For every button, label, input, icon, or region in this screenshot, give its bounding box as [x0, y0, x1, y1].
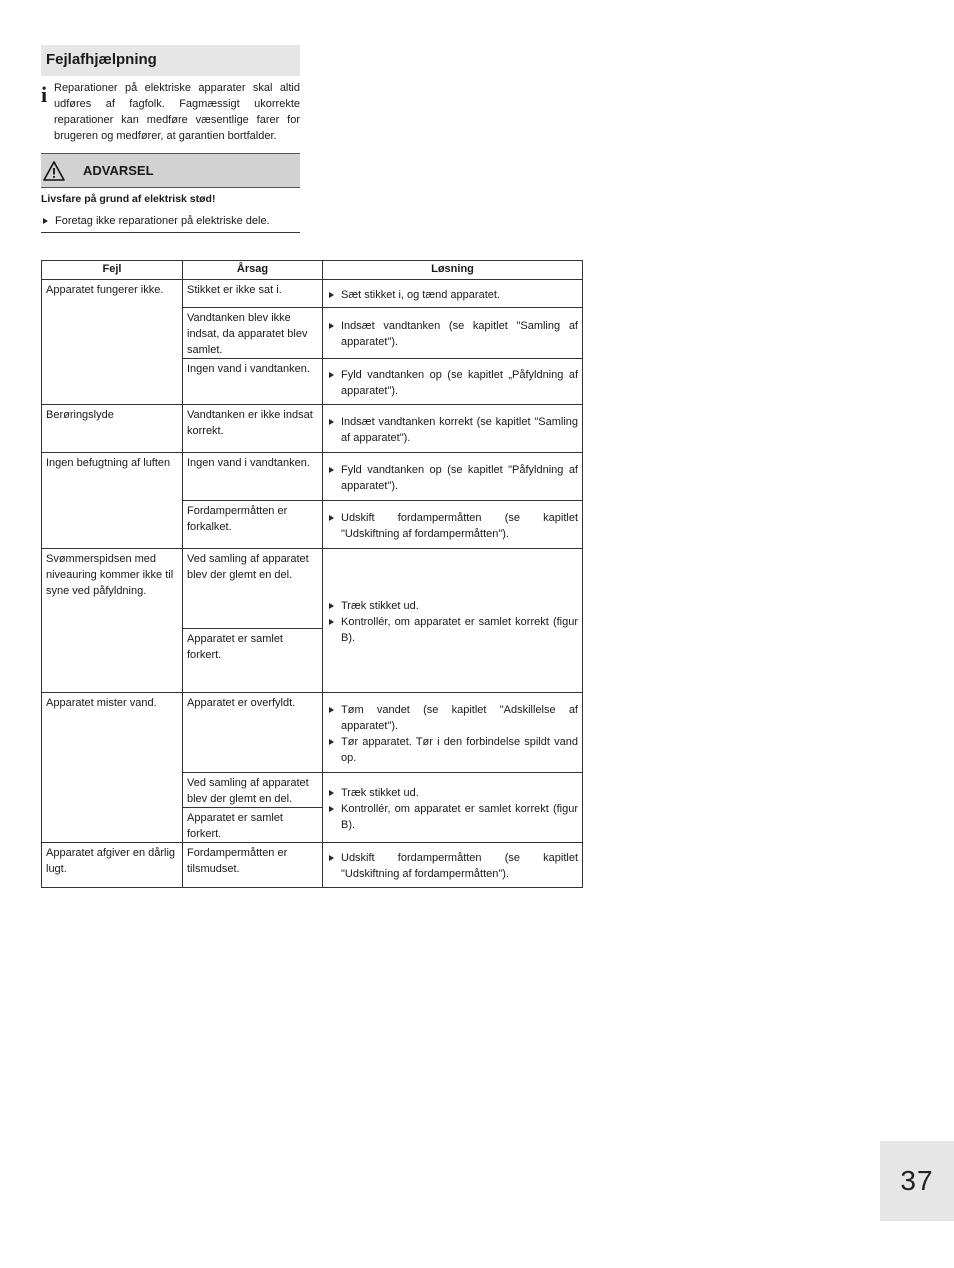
table-row: [42, 405, 583, 453]
cause-cell: Ingen vand i vandtanken.: [183, 359, 323, 405]
danger-statement: Livsfare på grund af elektrisk stød!: [41, 193, 216, 205]
fault-cell: Apparatet mister vand.: [42, 693, 183, 843]
cause-cell: Ved samling af apparatet blev der glemt en del.: [183, 549, 323, 629]
solution-cell: [323, 501, 583, 549]
solution-cell: [323, 549, 583, 693]
solution-item: Træk stikket ud.: [327, 598, 578, 614]
solution-item: Kontrollér, om apparatet er samlet korrekt (figur B).: [327, 801, 578, 833]
cause-cell: Vandtanken er ikke indsat korrekt.: [183, 405, 323, 453]
cause-cell: Fordampermåtten er tilsmudset.: [183, 843, 323, 888]
warning-triangle-icon: [43, 161, 65, 181]
solution-item: Udskift fordampermåtten (se kapitlet "Udskiftning af fordampermåtten").: [327, 510, 578, 542]
solution-item: Indsæt vandtanken korrekt (se kapitlet "Samling af apparatet").: [327, 414, 578, 446]
info-text: Reparationer på elektriske apparater skal altid udføres af fagfolk. Fagmæssigt ukorrekte reparationer kan medføre væsentlige farer for brugeren og medfører, at garantien bortfalder.: [54, 82, 300, 142]
solution-item: Tør apparatet. Tør i den forbindelse spildt vand op.: [327, 734, 578, 766]
fault-cell: Berøringslyde: [42, 405, 183, 453]
solution-item: Fyld vandtanken op (se kapitlet „Påfyldning af apparatet").: [327, 367, 578, 399]
table-header-row: [42, 261, 583, 280]
solution-item: Udskift fordampermåtten (se kapitlet "Udskiftning af fordampermåtten").: [327, 850, 578, 882]
header-cause: Årsag: [183, 261, 323, 280]
solution-item: Træk stikket ud.: [327, 785, 578, 801]
solution-item: Tøm vandet (se kapitlet "Adskillelse af apparatet").: [327, 702, 578, 734]
cause-cell: Ved samling af apparatet blev der glemt en del.: [183, 773, 323, 808]
fault-cell: Apparatet afgiver en dårlig lugt.: [42, 843, 183, 888]
header-fault: Fejl: [42, 261, 183, 280]
bullet-arrow-icon: [43, 218, 48, 224]
solution-item: Kontrollér, om apparatet er samlet korrekt (figur B).: [327, 614, 578, 646]
cause-cell: Apparatet er overfyldt.: [183, 693, 323, 773]
solution-cell: [323, 280, 583, 308]
table-row: [42, 280, 583, 308]
page-number: 37: [880, 1141, 954, 1221]
solution-item: Fyld vandtanken op (se kapitlet "Påfyldning af apparatet").: [327, 462, 578, 494]
solution-cell: [323, 843, 583, 888]
solution-cell: [323, 453, 583, 501]
fault-cell: Svømmerspidsen med niveauring kommer ikke til syne ved påfyldning.: [42, 549, 183, 693]
solution-item: Indsæt vandtanken (se kapitlet "Samling af apparatet").: [327, 318, 578, 350]
fault-cell: Apparatet fungerer ikke.: [42, 280, 183, 405]
info-note: [41, 80, 300, 144]
warning-bar: [41, 153, 300, 188]
solution-cell: [323, 308, 583, 359]
fault-cell: Ingen befugtning af luften: [42, 453, 183, 549]
warning-item: [41, 212, 300, 233]
header-solution: Løsning: [323, 261, 583, 280]
solution-cell: [323, 405, 583, 453]
table-row: [42, 843, 583, 888]
troubleshooting-table: [41, 260, 583, 888]
cause-cell: Vandtanken blev ikke indsat, da apparatet blev samlet.: [183, 308, 323, 359]
cause-cell: Apparatet er samlet forkert.: [183, 808, 323, 843]
solution-cell: [323, 693, 583, 773]
cause-cell: Fordampermåtten er forkalket.: [183, 501, 323, 549]
warning-title: ADVARSEL: [83, 163, 154, 178]
solution-cell: [323, 773, 583, 843]
info-icon: i: [41, 82, 48, 107]
cause-cell: Stikket er ikke sat i.: [183, 280, 323, 308]
cause-cell: Apparatet er samlet forkert.: [183, 629, 323, 693]
solution-cell: [323, 359, 583, 405]
cause-cell: Ingen vand i vandtanken.: [183, 453, 323, 501]
table-row: [42, 693, 583, 773]
solution-item: Sæt stikket i, og tænd apparatet.: [327, 287, 578, 303]
section-heading: Fejlafhjælpning: [41, 45, 300, 76]
warning-item-text: Foretag ikke reparationer på elektriske dele.: [55, 215, 270, 227]
table-row: [42, 549, 583, 629]
table-row: [42, 453, 583, 501]
